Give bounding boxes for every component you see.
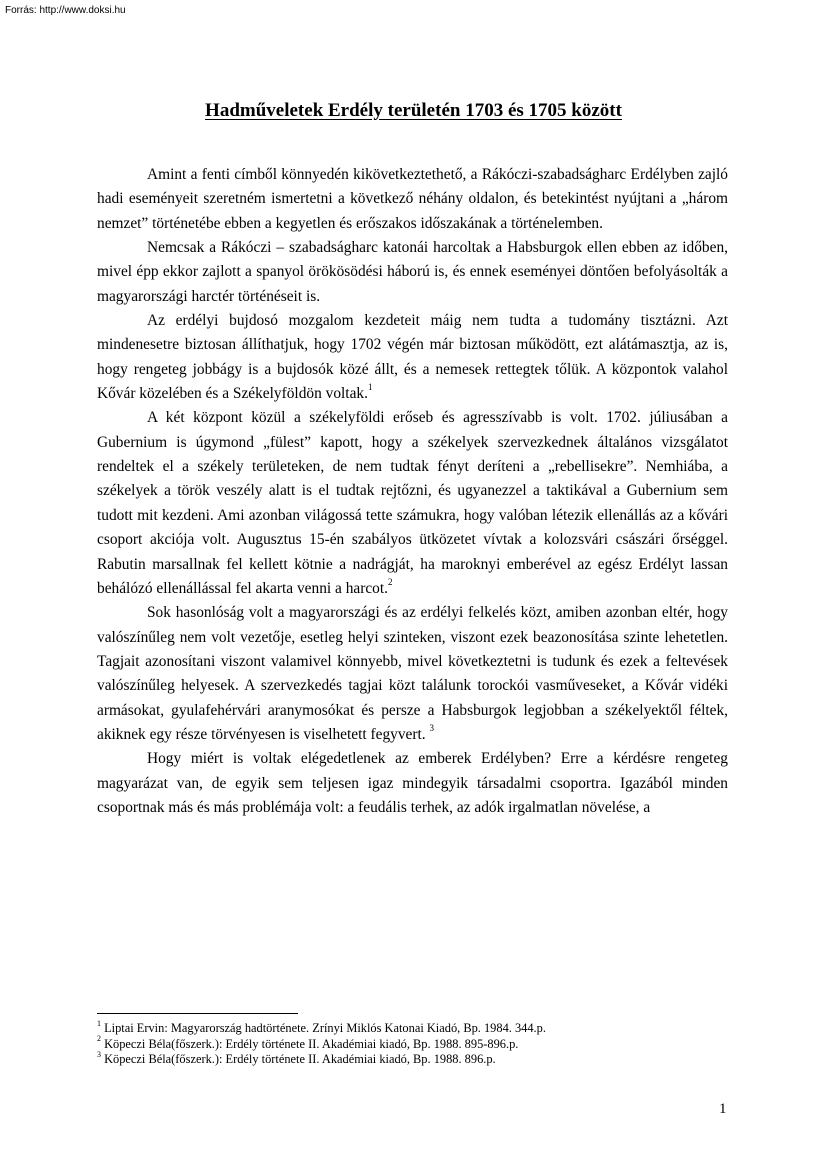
paragraph-text: Sok hasonlóság volt a magyarországi és az erdélyi felkelés közt, amiben azonban eltér, hogy valószínűleg nem volt vezetője, esetleg helyi szinteken, viszont ezek beazonosítása szinte lehetetlen. Tagjait azonosítani viszont valamivel könnyebb, mivel következtetni is tudunk és ezek a feltevések valószínűleg helyesek. A szervezkedés tagjai közt találunk torockói vasműveseket, a Kővár vidéki armásokat, gyulafehérvári aranymosókat és persze a Habsburgok legjobban a székelyektől féltek, akiknek egy része törvényesen is viselhetett fegyvert. [97, 604, 728, 743]
source-watermark: Forrás: http://www.doksi.hu [5, 5, 126, 16]
footnote-ref-3: 3 [429, 722, 434, 733]
footnote-1 [97, 1018, 737, 1037]
paragraph-text: Nemcsak a Rákóczi – szabadságharc katonái harcoltak a Habsburgok ellen ebben az időben, mivel épp ekkor zajlott a spanyol örökösödési háború is, és ennek eseményei döntően befolyásolták a magyarországi harctér történéseit is. [97, 239, 728, 305]
document-title: Hadműveletek Erdély területén 1703 és 1705 között [205, 100, 622, 121]
footnote-separator [97, 1013, 298, 1014]
footnote-ref-1: 1 [367, 381, 373, 392]
document-body [97, 163, 728, 820]
paragraph-5 [97, 601, 728, 747]
footnote-2 [97, 1034, 737, 1053]
paragraph-1 [97, 163, 728, 236]
paragraph-2 [97, 236, 728, 309]
footnote-text: Liptai Ervin: Magyarország hadtörténete. Zrínyi Miklós Katonai Kiadó, Bp. 1984. 344.p. [101, 1021, 546, 1035]
paragraph-text: A két központ közül a székelyföldi erőseb és agresszívabb is volt. 1702. júliusában a Gubernium is úgymond „fülest” kapott, hogy a székelyek szervezkednek általános vizsgálatot rendeltek el a székely területeken, de nem tudtak fényt deríteni a „rebellisekre”. Nemhiába, a székelyek a török veszély alatt is el tudtak rejtőzni, és ugyanezzel a taktikával a Gubernium sem tudott mit kezdeni. Ami azonban világossá tette számukra, hogy valóban létezik ellenállás az a kővári csoport akciója volt. Augusztus 15-én szabályos ütközetet vívtak a kolozsvári császári őrséggel. Rabutin marsallnak fel kellett kötnie a nadrágját, ha maroknyi emberével az egész Erdélyt lassan behálózó ellenállással fel akarta venni a harcot. [97, 409, 728, 597]
footnote-number: 3 [97, 1050, 101, 1060]
paragraph-text: Hogy miért is voltak elégedetlenek az emberek Erdélyben? Erre a kérdésre rengeteg magyarázat van, de egyik sem teljesen igaz mindegyik társadalmi csoportra. Igazából minden csoportnak más és más problémája volt: a feudális terhek, az adók irgalmatlan növelése, a [97, 750, 728, 816]
page-number: 1 [719, 1101, 727, 1117]
footnotes [97, 1018, 737, 1068]
footnote-ref-2: 2 [388, 576, 393, 587]
footnote-3 [97, 1052, 737, 1068]
footnote-number: 2 [97, 1034, 101, 1044]
paragraph-4 [97, 406, 728, 601]
paragraph-6 [97, 747, 728, 820]
paragraph-text: Az erdélyi bujdosó mozgalom kezdeteit máig nem tudta a tudomány tisztázni. Azt mindenesetre biztosan állíthatjuk, hogy 1702 végén már biztosan működött, ezt alátámasztja, az is, hogy rengeteg jobbágy is a bujdosók közé állt, és a nemesek rettegtek tőlük. A központok valahol Kővár közelében és a Székelyföldön voltak. [97, 312, 728, 403]
footnote-text: Köpeczi Béla(főszerk.): Erdély története II. Akadémiai kiadó, Bp. 1988. 896.p. [101, 1052, 496, 1067]
footnote-text: Köpeczi Béla(főszerk.): Erdély története II. Akadémiai kiadó, Bp. 1988. 895-896.p. [101, 1036, 519, 1051]
footnote-number: 1 [97, 1018, 101, 1028]
paragraph-text: Amint a fenti címből könnyedén kikövetkeztethető, a Rákóczi-szabadságharc Erdélyben zajló hadi eseményeit szeretném ismertetni a következő néhány oldalon, és betekintést nyújtani a „három nemzet” történetébe ebben a kegyetlen és erőszakos időszakának a történelemben. [97, 166, 728, 232]
paragraph-3 [97, 309, 728, 406]
